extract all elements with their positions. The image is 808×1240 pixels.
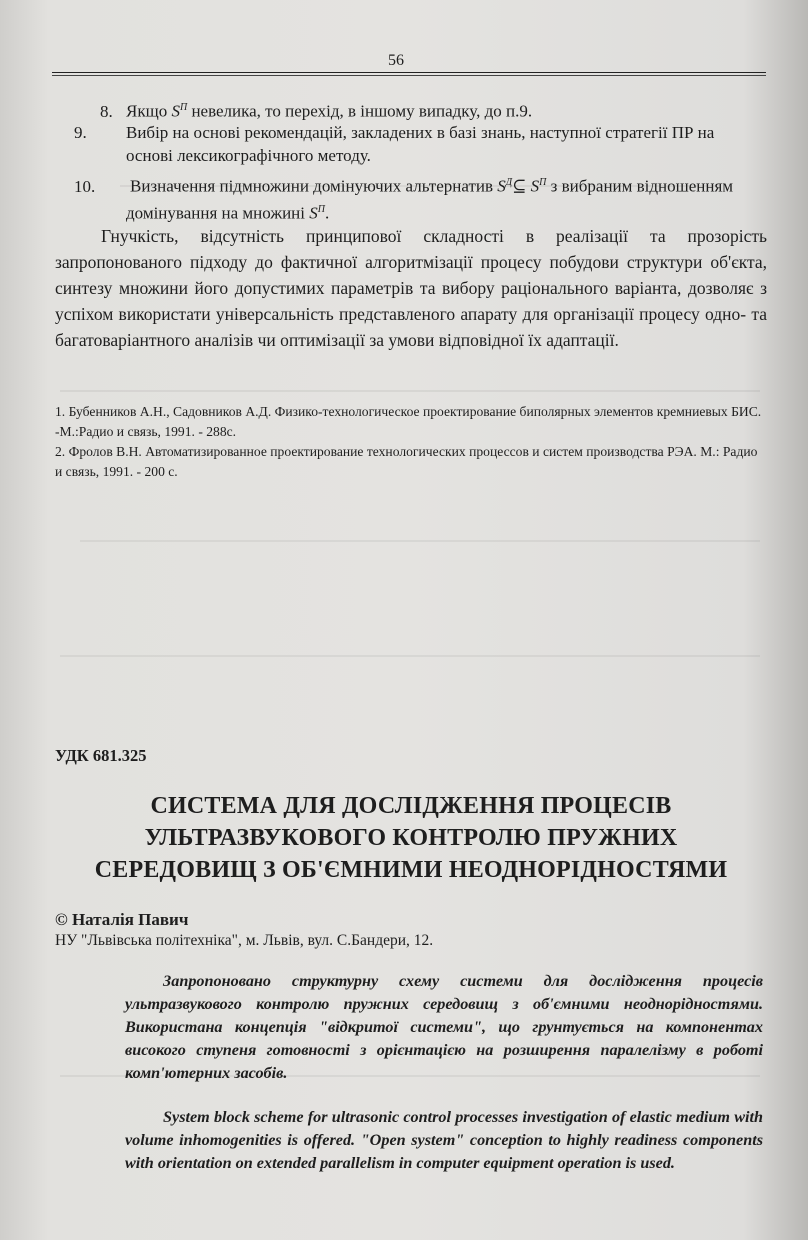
list-text: Вибір на основі рекомендацій, закладених в базі знань, наступної стратегії ПР на основі лексикографічного методу. — [126, 123, 715, 165]
abstract-ukrainian: Запропоновано структурну схему системи для дослідження процесів ультразвукового контролю пружних середовищ з об'ємними неоднорідностями. Використана концепція "відкритої системи", що грунтується на компонентах високого ступеня готовності з орієнтацією на розширення паралелізму в роботі комп'ютерних засобів. — [125, 972, 763, 1082]
math-symbol: S — [309, 203, 318, 223]
title-line-3: СЕРЕДОВИЩ З ОБ'ЄМНИМИ НЕОДНОРІДНОСТЯМИ — [94, 857, 728, 883]
list-text: невелика, то перехід, в іншому випадку, до п.9. — [187, 101, 533, 121]
title-line-2: УЛЬТРАЗВУКОВОГО КОНТРОЛЮ ПРУЖНИХ — [144, 825, 678, 851]
header-rule — [52, 72, 766, 73]
math-superscript: П — [539, 177, 547, 188]
bleed-through-line — [80, 540, 760, 552]
list-text: з вибраним відношенням домінування на множині — [126, 176, 734, 223]
list-item-10 — [74, 171, 760, 224]
list-item-8 — [100, 96, 760, 123]
title-line-1: СИСТЕМА ДЛЯ ДОСЛІДЖЕННЯ ПРОЦЕСІВ — [150, 793, 672, 819]
list-number: 8. — [100, 101, 113, 121]
math-symbol: S — [497, 176, 506, 196]
author-affiliation: НУ "Львівська політехніка", м. Львів, вул. С.Бандери, 12. — [55, 932, 434, 949]
math-superscript: Д — [505, 177, 513, 188]
list-text: Визначення підмножини домінуючих альтернатив — [130, 176, 498, 196]
list-number: 10. — [74, 176, 96, 196]
udk-code: УДК 681.325 — [55, 746, 147, 765]
list-text: . — [325, 203, 330, 223]
list-item-9 — [74, 121, 760, 167]
reference-2: 2. Фролов В.Н. Автоматизированное проектирование технологических процессов и систем производства РЭА. М.: Радио и связь, 1991. - 200 с. — [55, 444, 758, 479]
abstract-english: System block scheme for ultrasonic control processes investigation of elastic medium with volume inhomogenities is offered. "Open system" conception to highly readiness components with orientation on extended parallelism in computer equipment operation is used. — [125, 1108, 763, 1172]
conclusion-paragraph: Гнучкість, відсутність принципової складності в реалізації та прозорість запропонованого підходу до фактичної алгоритмізації процесу побудови структури об'єкта, синтезу множини його допустимих параметрів та вибору раціонального варіанта, дозволяє з успіхом використати універсальність представленого апарату для організації процесу одно- та багатоваріантного аналізів чи оптимізації за умови відповідної їх адаптації. — [55, 226, 767, 350]
math-symbol: S — [171, 101, 180, 121]
bleed-through-line — [60, 655, 760, 667]
math-superscript: П — [317, 203, 325, 215]
reference-1: 1. Бубенников А.Н., Садовников А.Д. Физико-технологическое проектирование биполярных элементов кремниевых БИС. -М.:Радио и связь, 1991. - 288с. — [55, 404, 762, 439]
math-operator: ⊆ — [512, 176, 531, 196]
math-superscript: П — [179, 102, 188, 113]
bleed-through-line — [60, 390, 760, 402]
math-symbol: S — [530, 176, 540, 196]
header-rule — [52, 75, 766, 76]
page-number: 56 — [388, 52, 404, 69]
list-text: Якщо — [126, 101, 172, 121]
author-name: © Наталія Павич — [55, 910, 189, 929]
article-title — [55, 790, 767, 886]
list-number: 9. — [74, 123, 87, 142]
